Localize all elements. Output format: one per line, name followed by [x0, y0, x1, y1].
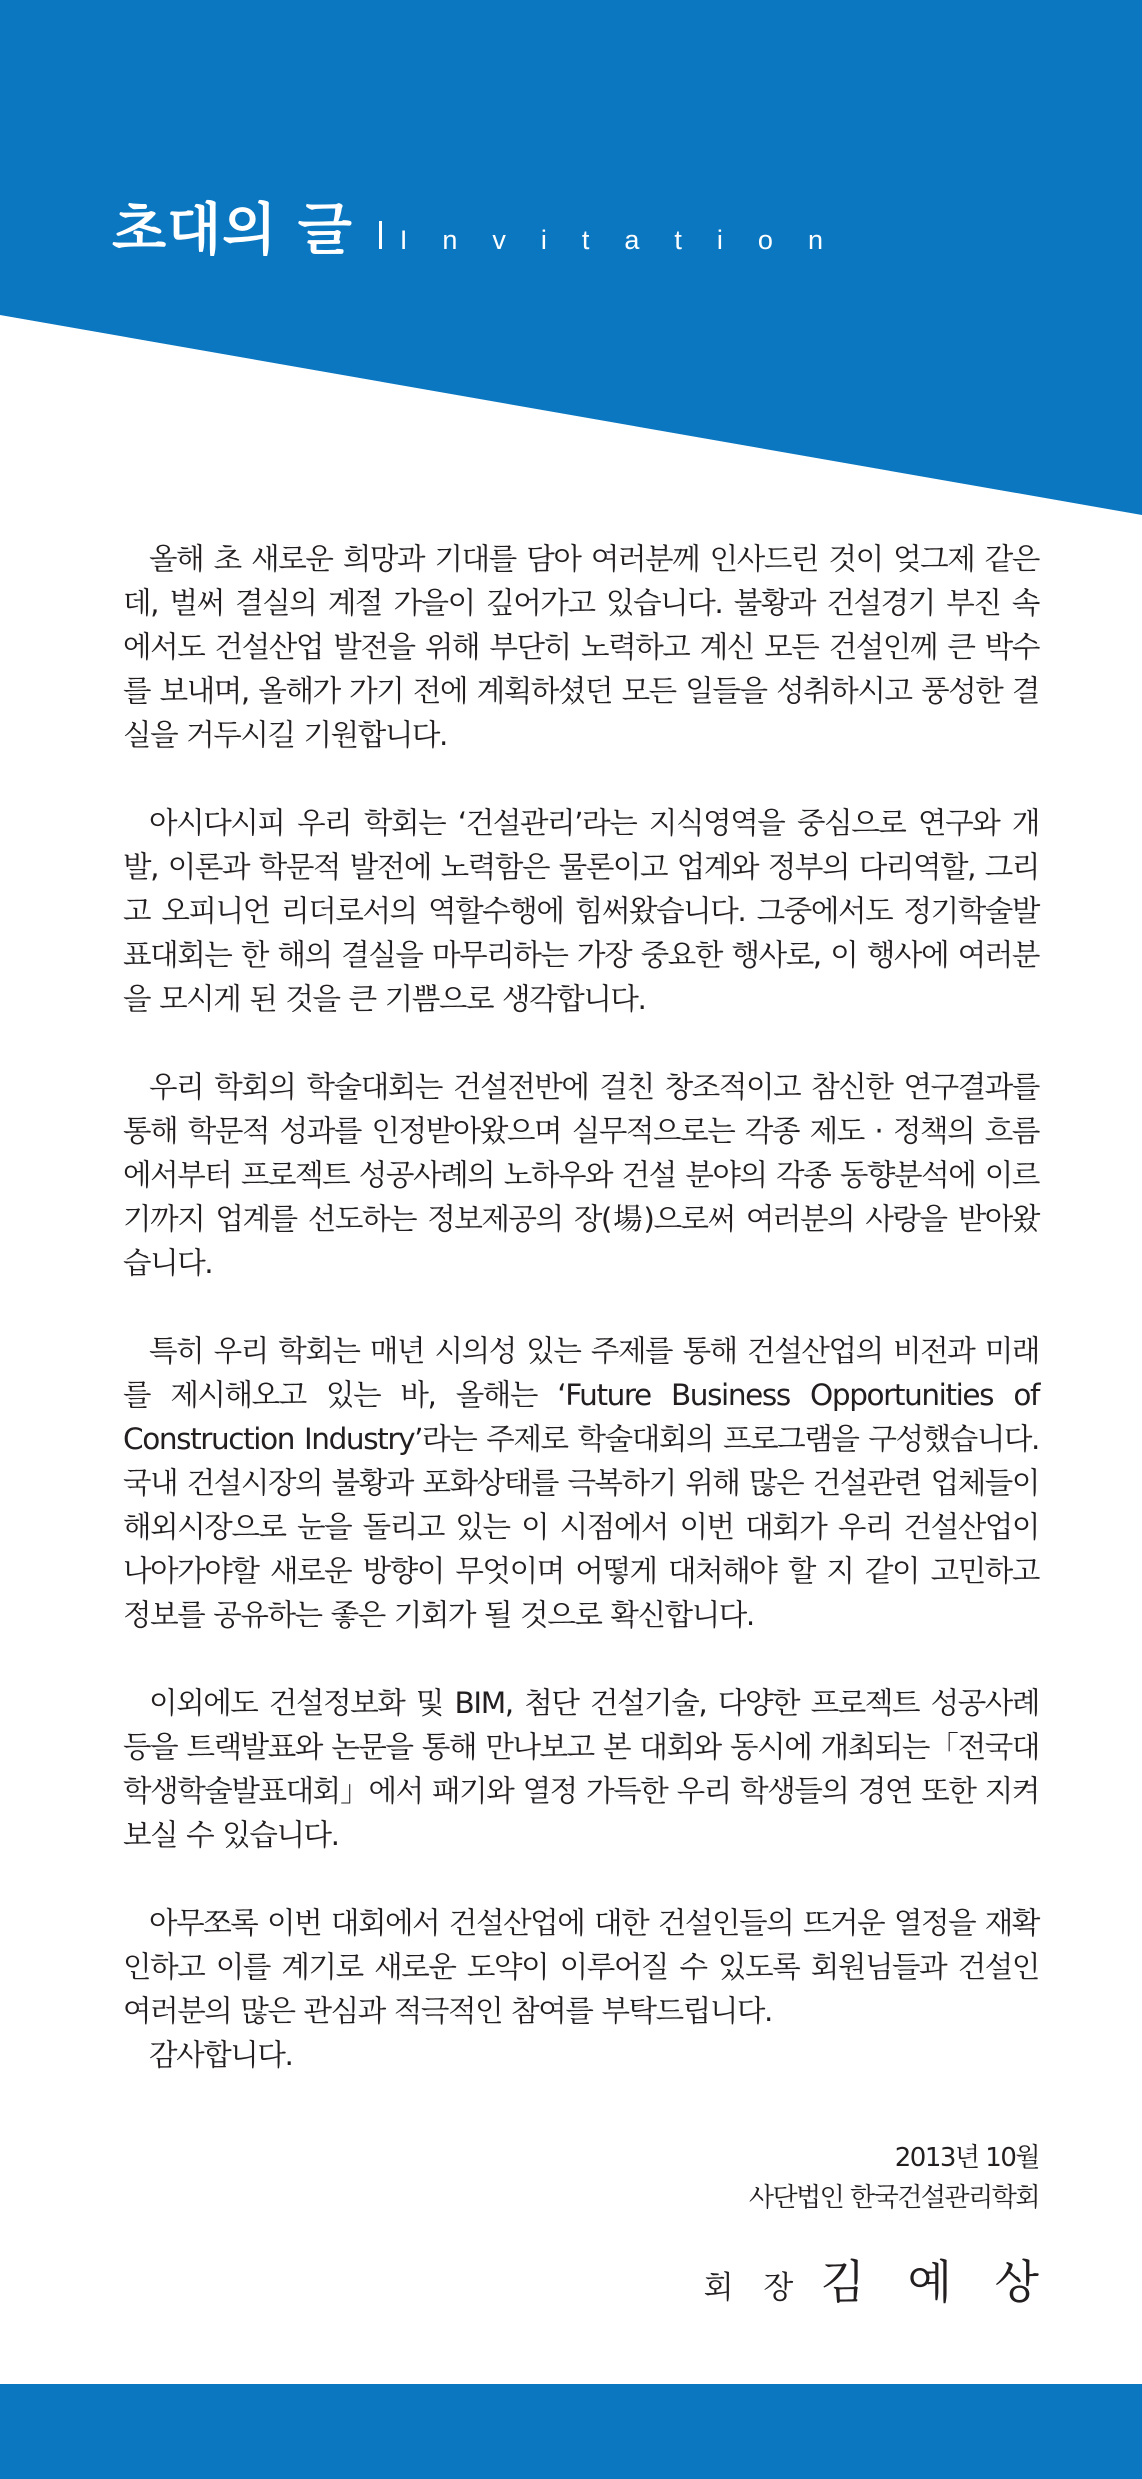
paragraph: 특히 우리 학회는 매년 시의성 있는 주제를 통해 건설산업의 비전과 미래를 제시해오고 있는 바, 올해는 ‘Future Business Opportunities of Construction Industry’라는 주제로 학술대회의 프로그램을 구성했습니다. 국내 건설시장의 불황과 포화상태를 극복하기 위해 많은 건설관련 업체들이 해외시장으로 눈을 돌리고 있는 이 시점에서 이번 대회가 우리 건설산업이 나아가야할 새로운 방향이 무엇이며 어떻게 대처해야 할 지 같이 고민하고 정보를 공유하는 좋은 기회가 될 것으로 확신합니다. [123, 1334, 1039, 1632]
closing-remark: 감사합니다. [149, 2038, 293, 2072]
title-divider [379, 221, 382, 249]
signatory-role: 회 장 [703, 2270, 804, 2306]
invitation-letter [123, 537, 1039, 2077]
signatory-name: 김 예 상 [820, 2255, 1053, 2309]
title-korean: 초대의 글 [112, 198, 353, 263]
paragraph: 아시다시피 우리 학회는 ‘건설관리’라는 지식영역을 중심으로 연구와 개발, 이론과 학문적 발전에 노력함은 물론이고 업계와 정부의 다리역할, 그리고 오피니언 리더로서의 역할수행에 힘써왔습니다. 그중에서도 정기학술발표대회는 한 해의 결실을 마무리하는 가장 중요한 행사로, 이 행사에 여러분을 모시게 된 것을 큰 기쁨으로 생각합니다. [123, 806, 1039, 1016]
paragraph: 이외에도 건설정보화 및 BIM, 첨단 건설기술, 다양한 프로젝트 성공사례 등을 트랙발표와 논문을 통해 만나보고 본 대회와 동시에 개최되는「전국대학생학술발표대회」에서 패기와 열정 가득한 우리 학생들의 경연 또한 지켜보실 수 있습니다. [123, 1686, 1039, 1852]
organization-name: 사단법인 한국건설관리학회 [748, 2183, 1039, 2213]
paragraph: 우리 학회의 학술대회는 건설전반에 걸친 창조적이고 참신한 연구결과를 통해 학문적 성과를 인정받아왔으며 실무적으로는 각종 제도 · 정책의 흐름에서부터 프로젝트 성공사례의 노하우와 건설 분야의 각종 동향분석에 이르기까지 업계를 선도하는 정보제공의 장(場)으로써 여러분의 사랑을 받아왔습니다. [123, 1070, 1039, 1280]
paragraph: 아무쪼록 이번 대회에서 건설산업에 대한 건설인들의 뜨거운 열정을 재확인하고 이를 계기로 새로운 도약이 이루어질 수 있도록 회원님들과 건설인 여러분의 많은 관심과 적극적인 참여를 부탁드립니다. [123, 1906, 1039, 2028]
footer-bar [0, 2384, 1142, 2479]
title-english: Invitation [399, 225, 858, 255]
signatory [703, 2246, 1053, 2312]
page-title [112, 186, 858, 266]
signature-block [703, 2138, 1053, 2312]
paragraph: 올해 초 새로운 희망과 기대를 담아 여러분께 인사드린 것이 엊그제 같은데, 벌써 결실의 계절 가을이 깊어가고 있습니다. 불황과 건설경기 부진 속에서도 건설산업 발전을 위해 부단히 노력하고 계신 모든 건설인께 큰 박수를 보내며, 올해가 가기 전에 계획하셨던 모든 일들을 성취하시고 풍성한 결실을 거두시길 기원합니다. [123, 542, 1039, 752]
letter-date: 2013년 10월 [894, 2143, 1039, 2173]
